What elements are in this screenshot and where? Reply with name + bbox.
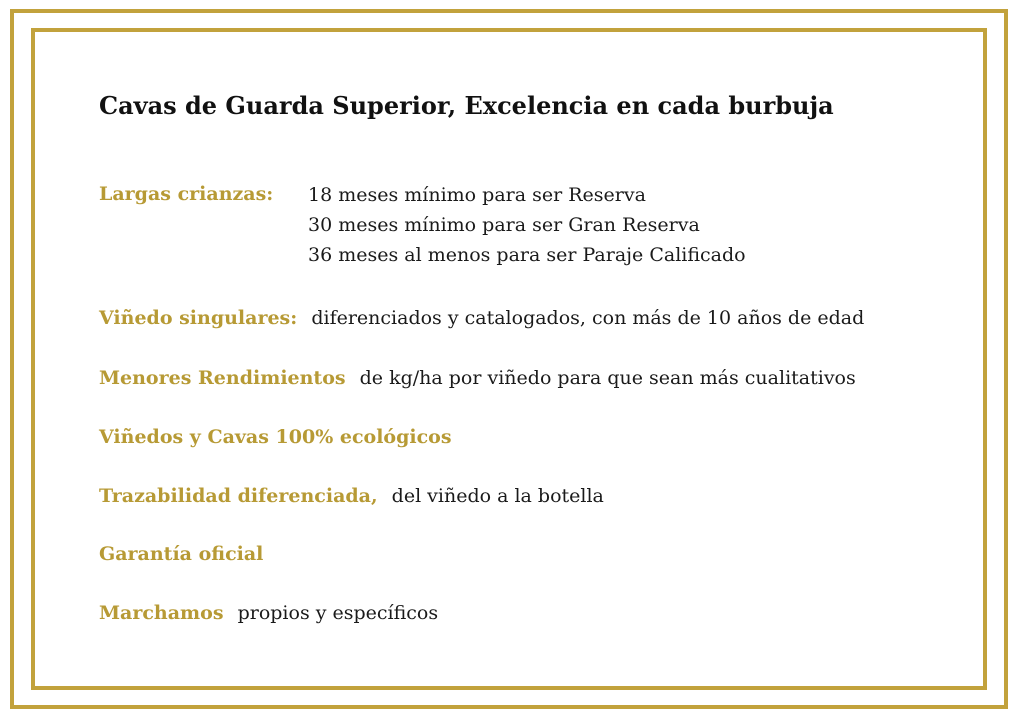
feature-description: propios y específicos: [237, 602, 439, 624]
feature-menores-rendimientos: [99, 364, 856, 392]
crianza-line-reserva: 18 meses mínimo para ser Reserva: [308, 184, 646, 206]
feature-marchamos: [99, 599, 438, 627]
feature-label: Menores Rendimientos: [99, 367, 346, 389]
feature-vinedos-ecologicos: [99, 423, 460, 451]
crianza-requirements-list: [308, 180, 746, 270]
page-title: Cavas de Guarda Superior, Excelencia en cada burbuja: [99, 91, 834, 120]
feature-largas-crianzas: [99, 180, 281, 208]
feature-label: Garantía oficial: [99, 543, 264, 565]
feature-label: Largas crianzas:: [99, 183, 274, 205]
feature-garantia-oficial: [99, 540, 271, 568]
crianza-line-paraje-calificado: 36 meses al menos para ser Paraje Calificado: [308, 244, 746, 266]
feature-description: diferenciados y catalogados, con más de 10 años de edad: [311, 307, 865, 329]
feature-label: Viñedos y Cavas 100% ecológicos: [99, 426, 452, 448]
inner-gold-border: [31, 28, 987, 690]
feature-trazabilidad: [99, 482, 604, 510]
crianza-line-gran-reserva: 30 meses mínimo para ser Gran Reserva: [308, 214, 700, 236]
feature-description: de kg/ha por viñedo para que sean más cualitativos: [359, 367, 856, 389]
feature-description: del viñedo a la botella: [391, 485, 604, 507]
feature-label: Viñedo singulares:: [99, 307, 298, 329]
feature-label: Marchamos: [99, 602, 224, 624]
feature-label: Trazabilidad diferenciada,: [99, 485, 378, 507]
feature-vinedo-singulares: [99, 304, 864, 332]
